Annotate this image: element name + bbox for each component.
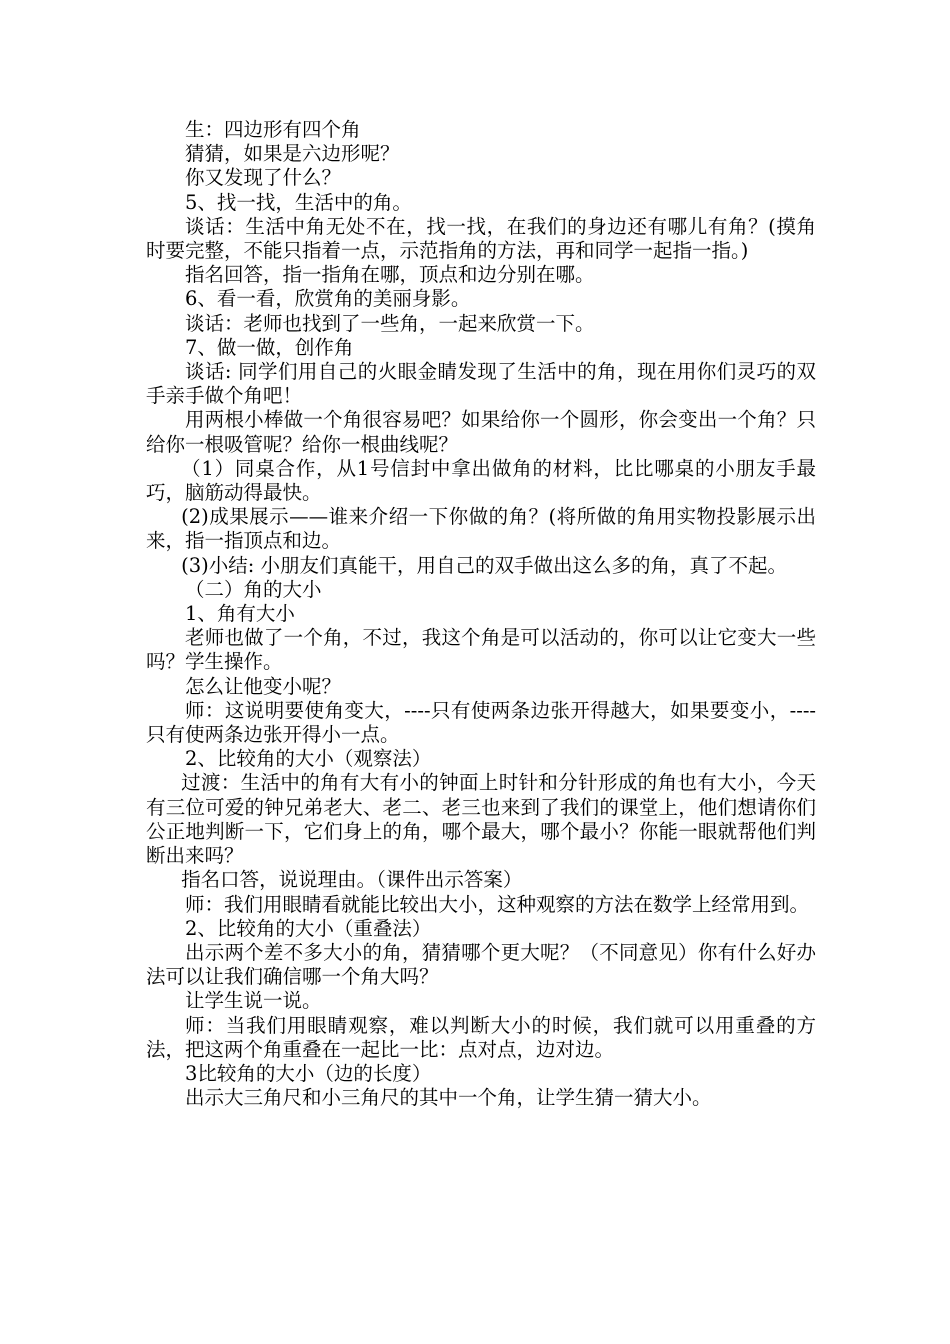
paragraph: 师：当我们用眼睛观察，难以判断大小的时候，我们就可以用重叠的方法，把这两个角重叠在一起比一比：点对点，边对边。 (146, 1013, 816, 1061)
paragraph: 老师也做了一个角，不过，我这个角是可以活动的，你可以让它变大一些吗？学生操作。 (146, 626, 816, 674)
paragraph: 谈话: 同学们用自己的火眼金睛发现了生活中的角，现在用你们灵巧的双手亲手做个角吧！ (146, 360, 816, 408)
paragraph: 用两根小棒做一个角很容易吧？如果给你一个圆形，你会变出一个角？只给你一根吸管呢？给你一根曲线呢？ (146, 408, 816, 456)
paragraph: 出示两个差不多大小的角，猜猜哪个更大呢？（不同意见）你有什么好办法可以让我们确信哪一个角大吗？ (146, 940, 816, 989)
paragraph: （1）同桌合作，从1号信封中拿出做角的材料，比比哪桌的小朋友手最巧，脑筋动得最快。 (146, 456, 816, 505)
paragraph: 谈话：老师也找到了一些角，一起来欣赏一下。 (185, 311, 595, 335)
paragraph: (2)成果展示——谁来介绍一下你做的角？(将所做的角用实物投影展示出来，指一指顶点和边。 (146, 505, 816, 553)
paragraph: 你又发现了什么？ (185, 166, 342, 190)
paragraph: 6、看一看，欣赏角的美丽身影。 (185, 287, 471, 311)
section-heading: （二）角的大小 (185, 577, 322, 601)
paragraph: 2、比较角的大小（观察法） (185, 747, 432, 771)
paragraph: 指名口答，说说理由。（课件出示答案） (181, 868, 523, 892)
paragraph: 1、角有大小 (185, 602, 295, 626)
paragraph: 7、做一做，创作角 (185, 335, 354, 359)
paragraph: 指名回答，指一指角在哪，顶点和边分别在哪。 (185, 263, 595, 287)
paragraph: 让学生说一说。 (185, 989, 322, 1013)
paragraph: 怎么让他变小呢？ (185, 674, 342, 698)
paragraph: 谈话：生活中角无处不在，找一找，在我们的身边还有哪儿有角？(摸角时要完整，不能只指着一点，示范指角的方法，再和同学一起指一指。) (146, 214, 816, 263)
paragraph: 过渡：生活中的角有大有小的钟面上时针和分针形成的角也有大小，今天有三位可爱的钟兄弟老大、老二、老三也来到了我们的课堂上，他们想请你们公正地判断一下，它们身上的角，哪个最大，哪个最小？你能一眼就帮他们判断出来吗？ (146, 771, 816, 868)
paragraph: (3)小结: 小朋友们真能干，用自己的双手做出这么多的角，真了不起。 (181, 553, 787, 577)
document-page (146, 118, 816, 1110)
paragraph: 生：四边形有四个角 (185, 118, 361, 141)
paragraph: 5、找一找，生活中的角。 (185, 190, 412, 214)
paragraph: 师：这说明要使角变大，----只有使两条边张开得越大，如果要变小，----只有使两条边张开得小一点。 (146, 698, 816, 747)
paragraph: 师：我们用眼睛看就能比较出大小，这种观察的方法在数学上经常用到。 (185, 892, 810, 916)
paragraph: 2、比较角的大小（重叠法） (185, 916, 432, 940)
paragraph: 出示大三角尺和小三角尺的其中一个角，让学生猜一猜大小。 (185, 1086, 712, 1110)
paragraph: 3比较角的大小（边的长度） (185, 1061, 432, 1085)
paragraph: 猜猜，如果是六边形呢？ (185, 142, 400, 166)
